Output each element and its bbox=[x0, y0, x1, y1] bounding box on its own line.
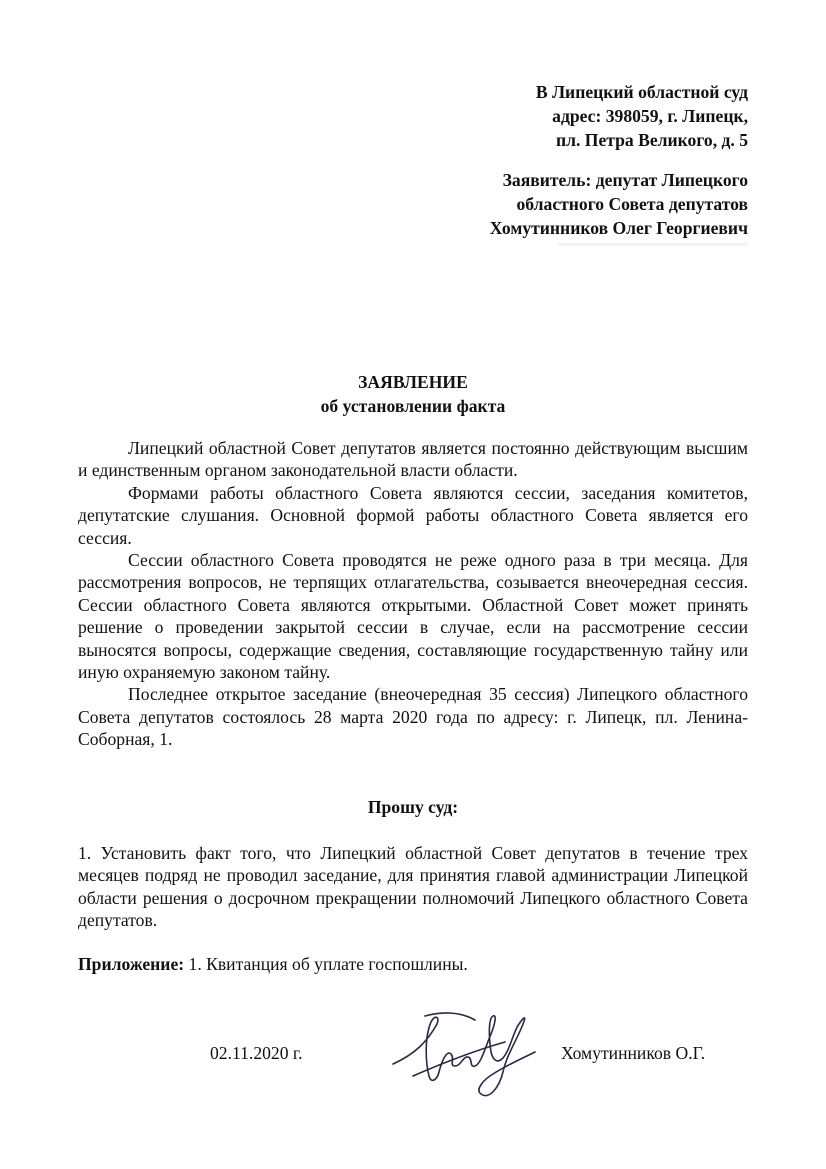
attachment-label: Приложение: bbox=[78, 954, 185, 974]
attachment-text: 1. Квитанция об уплате госпошлины. bbox=[188, 954, 468, 974]
handwritten-signature bbox=[385, 1002, 550, 1107]
request-list bbox=[78, 842, 748, 932]
statement-body bbox=[78, 437, 748, 751]
body-paragraph-3: Сессии областного Совета проводятся не реже одного раза в три месяца. Для рассмотрения вопросов, не терпящих отлагательства, созывается внеочередная сессия. Сессии областного Совета являются открытыми. Областной Совет может принять решение о проведении закрытой сессии в случае, если на рассмотрение сессии выносятся вопросы, содержащие сведения, составляющие государственную тайну или иную охраняемую законом тайну. bbox=[78, 550, 748, 683]
title-sub: об установлении факта bbox=[320, 396, 506, 416]
addressee-address-line1: адрес: 398059, г. Липецк, bbox=[552, 106, 748, 126]
title-main: ЗАЯВЛЕНИЕ bbox=[358, 372, 468, 392]
signature-date: 02.11.2020 г. bbox=[210, 1043, 303, 1063]
addressee-court: В Липецкий областной суд bbox=[535, 82, 748, 102]
addressee-block bbox=[388, 80, 748, 152]
request-item-1: 1. Установить факт того, что Липецкий областной Совет депутатов в течение трех месяцев подряд не проводил заседание, для принятия главой администрации Липецкой области решения о досрочном прекращении полномочий Липецкого областного Совета депутатов. bbox=[78, 843, 748, 931]
redaction-mark bbox=[558, 243, 748, 246]
document-title bbox=[0, 370, 826, 418]
body-paragraph-4: Последнее открытое заседание (внеочередная 35 сессия) Липецкого областного Совета депутатов состоялось 28 марта 2020 года по адресу: г. Липецк, пл. Ленина-Соборная, 1. bbox=[78, 684, 748, 750]
request-heading: Прошу суд: bbox=[367, 797, 459, 817]
body-paragraph-1: Липецкий областной Совет депутатов является постоянно действующим высшим и единственным органом законодательной власти области. bbox=[78, 438, 748, 481]
attachment-line bbox=[78, 953, 748, 975]
signatory-name: Хомутинников О.Г. bbox=[561, 1043, 706, 1063]
applicant-line1: Заявитель: депутат Липецкого bbox=[502, 170, 748, 190]
applicant-name: Хомутинников Олег Георгиевич bbox=[489, 218, 748, 238]
body-paragraph-2: Формами работы областного Совета являются сессии, заседания комитетов, депутатские слушания. Основной формой работы областного Совета является его сессия. bbox=[78, 482, 748, 548]
addressee-address-line2: пл. Петра Великого, д. 5 bbox=[555, 130, 748, 150]
applicant-block bbox=[388, 168, 748, 240]
applicant-line2: областного Совета депутатов bbox=[516, 194, 748, 214]
redacted-text-remnant bbox=[448, 240, 748, 250]
